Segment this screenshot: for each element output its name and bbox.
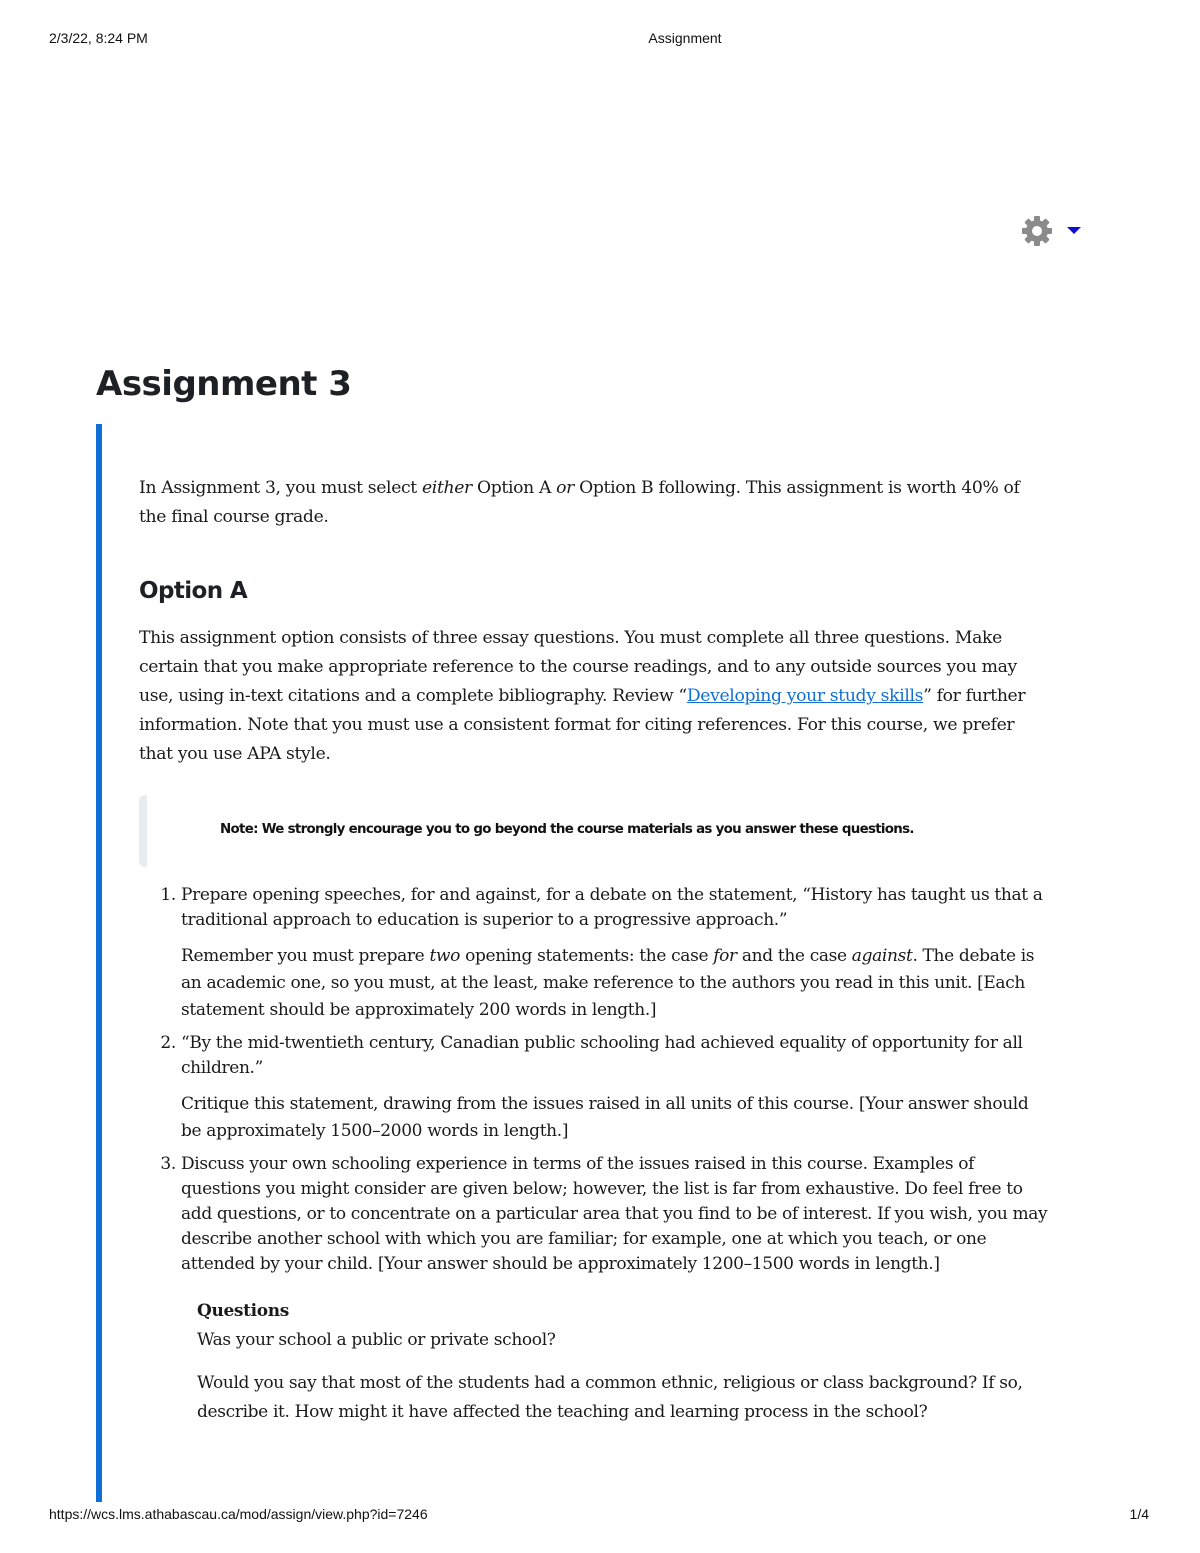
followup-emphasis: two <box>429 946 461 966</box>
print-page-number: 1/4 <box>1129 1506 1149 1522</box>
question-followup <box>181 943 1049 1024</box>
note-text: Note: We strongly encourage you to go beyond the course materials as you answer these questions. <box>220 822 914 837</box>
followup-text: . The debate is an academic one, so you must, at the least, make reference to the authors you read in this unit. [Each statement should be approximately 200 words in length.] <box>181 946 1035 1020</box>
option-a-heading: Option A <box>139 578 248 604</box>
intro-text-2: Option A <box>471 478 557 498</box>
followup-text: and the case <box>736 946 852 966</box>
gear-icon <box>1020 214 1054 248</box>
intro-text-1: In Assignment 3, you must select <box>139 478 422 498</box>
assignment-content <box>139 474 1049 1441</box>
sub-question: Was your school a public or private school? <box>197 1330 556 1350</box>
print-title: Assignment <box>648 30 722 46</box>
intro-text-3: Option B following. This assignment is worth 40% of the final course grade. <box>139 478 1020 527</box>
followup-emphasis: for <box>713 946 737 966</box>
question-main: 1. Prepare opening speeches, for and against, for a debate on the statement, “History has taught us that a traditional approach to education is superior to a progressive approach.” <box>181 885 1043 930</box>
option-a-text-2: ” for further information. Note that you must use a consistent format for citing references. For this course, we prefer that you use APA style. <box>139 686 1026 764</box>
print-footer <box>0 1506 1200 1526</box>
print-datetime: 2/3/22, 8:24 PM <box>49 30 148 46</box>
followup-text: opening statements: the case <box>460 946 714 966</box>
sub-questions-block <box>197 1297 1049 1427</box>
content-accent-bar <box>96 424 102 1502</box>
question-item <box>181 1152 1049 1427</box>
question-item <box>181 883 1049 1024</box>
followup-text: Remember you must prepare <box>181 946 430 966</box>
intro-paragraph <box>139 474 1049 532</box>
followup-emphasis: against <box>851 946 913 966</box>
sub-question: Would you say that most of the students had a common ethnic, religious or class background? If so, describe it. How might it have affected the teaching and learning process in the school? <box>197 1373 1023 1422</box>
study-skills-link[interactable]: Developing your study skills <box>686 686 924 706</box>
option-a-paragraph <box>139 624 1049 769</box>
question-item <box>181 1031 1049 1145</box>
caret-down-icon <box>1066 226 1082 236</box>
intro-emphasis-either: either <box>421 478 472 498</box>
page-title: Assignment 3 <box>96 364 352 404</box>
intro-emphasis-or: or <box>556 478 575 498</box>
note-callout <box>139 795 1049 867</box>
question-main: 3. Discuss your own schooling experience in terms of the issues raised in this course. Examples of questions you might consider are given below; however, the list is far from exhaustive. Do feel free to add questions, or to concentrate on a particular area that you find to be of interest. If you wish, you may describe another school with which you are familiar; for example, one at which you teach, or one attended by your child. [Your answer should be approximately 1200–1500 words in length.] <box>181 1154 1048 1274</box>
question-main: 2. “By the mid-twentieth century, Canadian public schooling had achieved equality of opportunity for all children.” <box>181 1033 1023 1078</box>
print-header <box>0 30 1200 50</box>
sub-questions-heading: Questions <box>197 1301 289 1321</box>
option-a-text-1: This assignment option consists of three essay questions. You must complete all three questions. Make certain that you make appropriate reference to the course readings, and to any outside sources you may use, using in-text citations and a complete bibliography. Review “ <box>139 628 1017 706</box>
print-url: https://wcs.lms.athabascau.ca/mod/assign/view.php?id=7246 <box>49 1506 428 1522</box>
actions-menu-button[interactable] <box>1020 212 1090 250</box>
question-list <box>139 883 1049 1427</box>
question-followup: Critique this statement, drawing from the issues raised in all units of this course. [Your answer should be approximately 1500–2000 words in length.] <box>181 1094 1029 1141</box>
